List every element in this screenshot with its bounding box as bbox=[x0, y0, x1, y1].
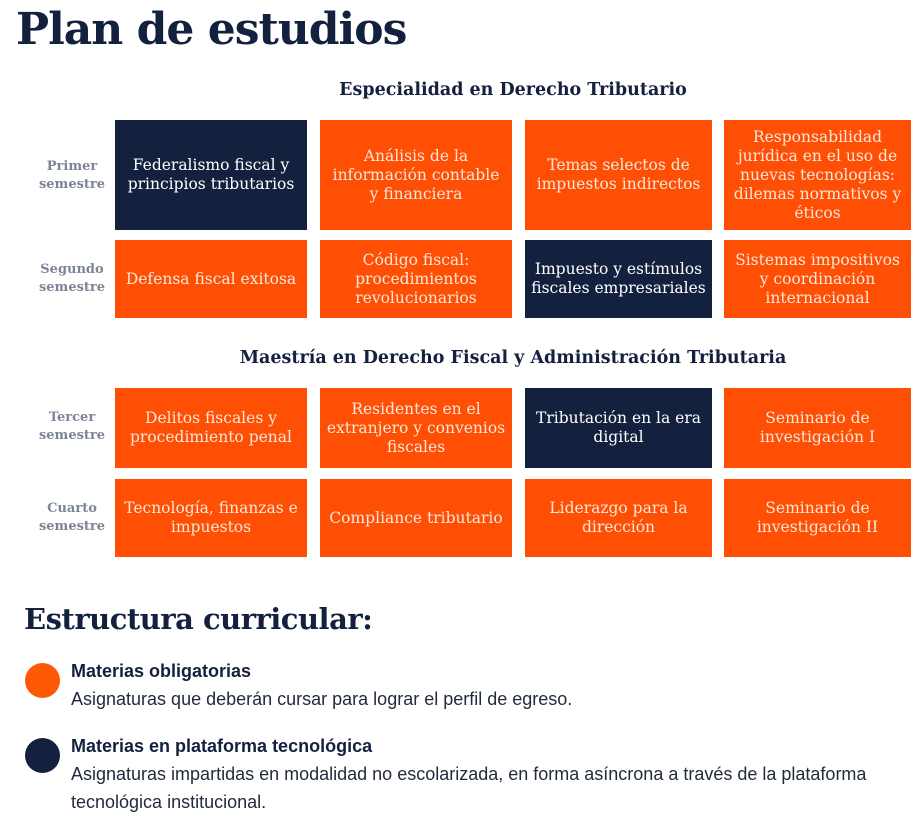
semester-label-3 bbox=[30, 409, 114, 445]
legend-heading-obligatorias: Materias obligatorias bbox=[71, 661, 252, 681]
course-cell: Federalismo fiscal y principios tributarios bbox=[115, 120, 307, 230]
semester-label-line: semestre bbox=[38, 280, 106, 295]
semester-label-2 bbox=[30, 261, 114, 297]
semester-label-line: semestre bbox=[38, 519, 106, 534]
legend-description-plataforma: Asignaturas impartidas en modalidad no escolarizada, en forma asíncrona a través de la plataforma tecnológica institucional. bbox=[71, 764, 867, 812]
semester-label-line: semestre bbox=[38, 428, 106, 443]
semester-label-line: Primer bbox=[46, 159, 98, 174]
course-cell: Tecnología, finanzas e impuestos bbox=[115, 479, 307, 557]
semester-label-line: Cuarto bbox=[47, 501, 97, 516]
page-title: Plan de estudios bbox=[16, 4, 407, 55]
course-cell: Código fiscal: procedimientos revolucionarios bbox=[320, 240, 512, 318]
course-cell: Liderazgo para la dirección bbox=[525, 479, 712, 557]
legend-dot-orange bbox=[25, 663, 60, 698]
legend-heading-plataforma: Materias en plataforma tecnológica bbox=[71, 736, 373, 756]
semester-label-4 bbox=[30, 500, 114, 536]
course-cell: Responsabilidad jurídica en el uso de nuevas tecnologías: dilemas normativos y éticos bbox=[724, 120, 911, 230]
course-cell: Análisis de la información contable y financiera bbox=[320, 120, 512, 230]
course-cell: Sistemas impositivos y coordinación internacional bbox=[724, 240, 911, 318]
semester-label-line: Segundo bbox=[40, 262, 104, 277]
semester-label-1 bbox=[30, 158, 114, 194]
legend-dot-navy bbox=[25, 738, 60, 773]
course-cell: Compliance tributario bbox=[320, 479, 512, 557]
program-title-maestria: Maestría en Derecho Fiscal y Administración Tributaria bbox=[239, 348, 787, 368]
course-cell: Tributación en la era digital bbox=[525, 388, 712, 468]
course-cell: Impuesto y estímulos fiscales empresariales bbox=[525, 240, 712, 318]
course-cell: Seminario de investigación I bbox=[724, 388, 911, 468]
structure-title: Estructura curricular: bbox=[24, 602, 373, 636]
legend-description-obligatorias: Asignaturas que deberán cursar para lograr el perfil de egreso. bbox=[71, 689, 573, 709]
course-cell: Temas selectos de impuestos indirectos bbox=[525, 120, 712, 230]
course-cell: Seminario de investigación II bbox=[724, 479, 911, 557]
course-cell: Residentes en el extranjero y convenios fiscales bbox=[320, 388, 512, 468]
program-title-especialidad: Especialidad en Derecho Tributario bbox=[339, 80, 687, 100]
semester-label-line: semestre bbox=[38, 177, 106, 192]
course-cell: Delitos fiscales y procedimiento penal bbox=[115, 388, 307, 468]
course-cell: Defensa fiscal exitosa bbox=[115, 240, 307, 318]
semester-label-line: Tercer bbox=[48, 410, 96, 425]
